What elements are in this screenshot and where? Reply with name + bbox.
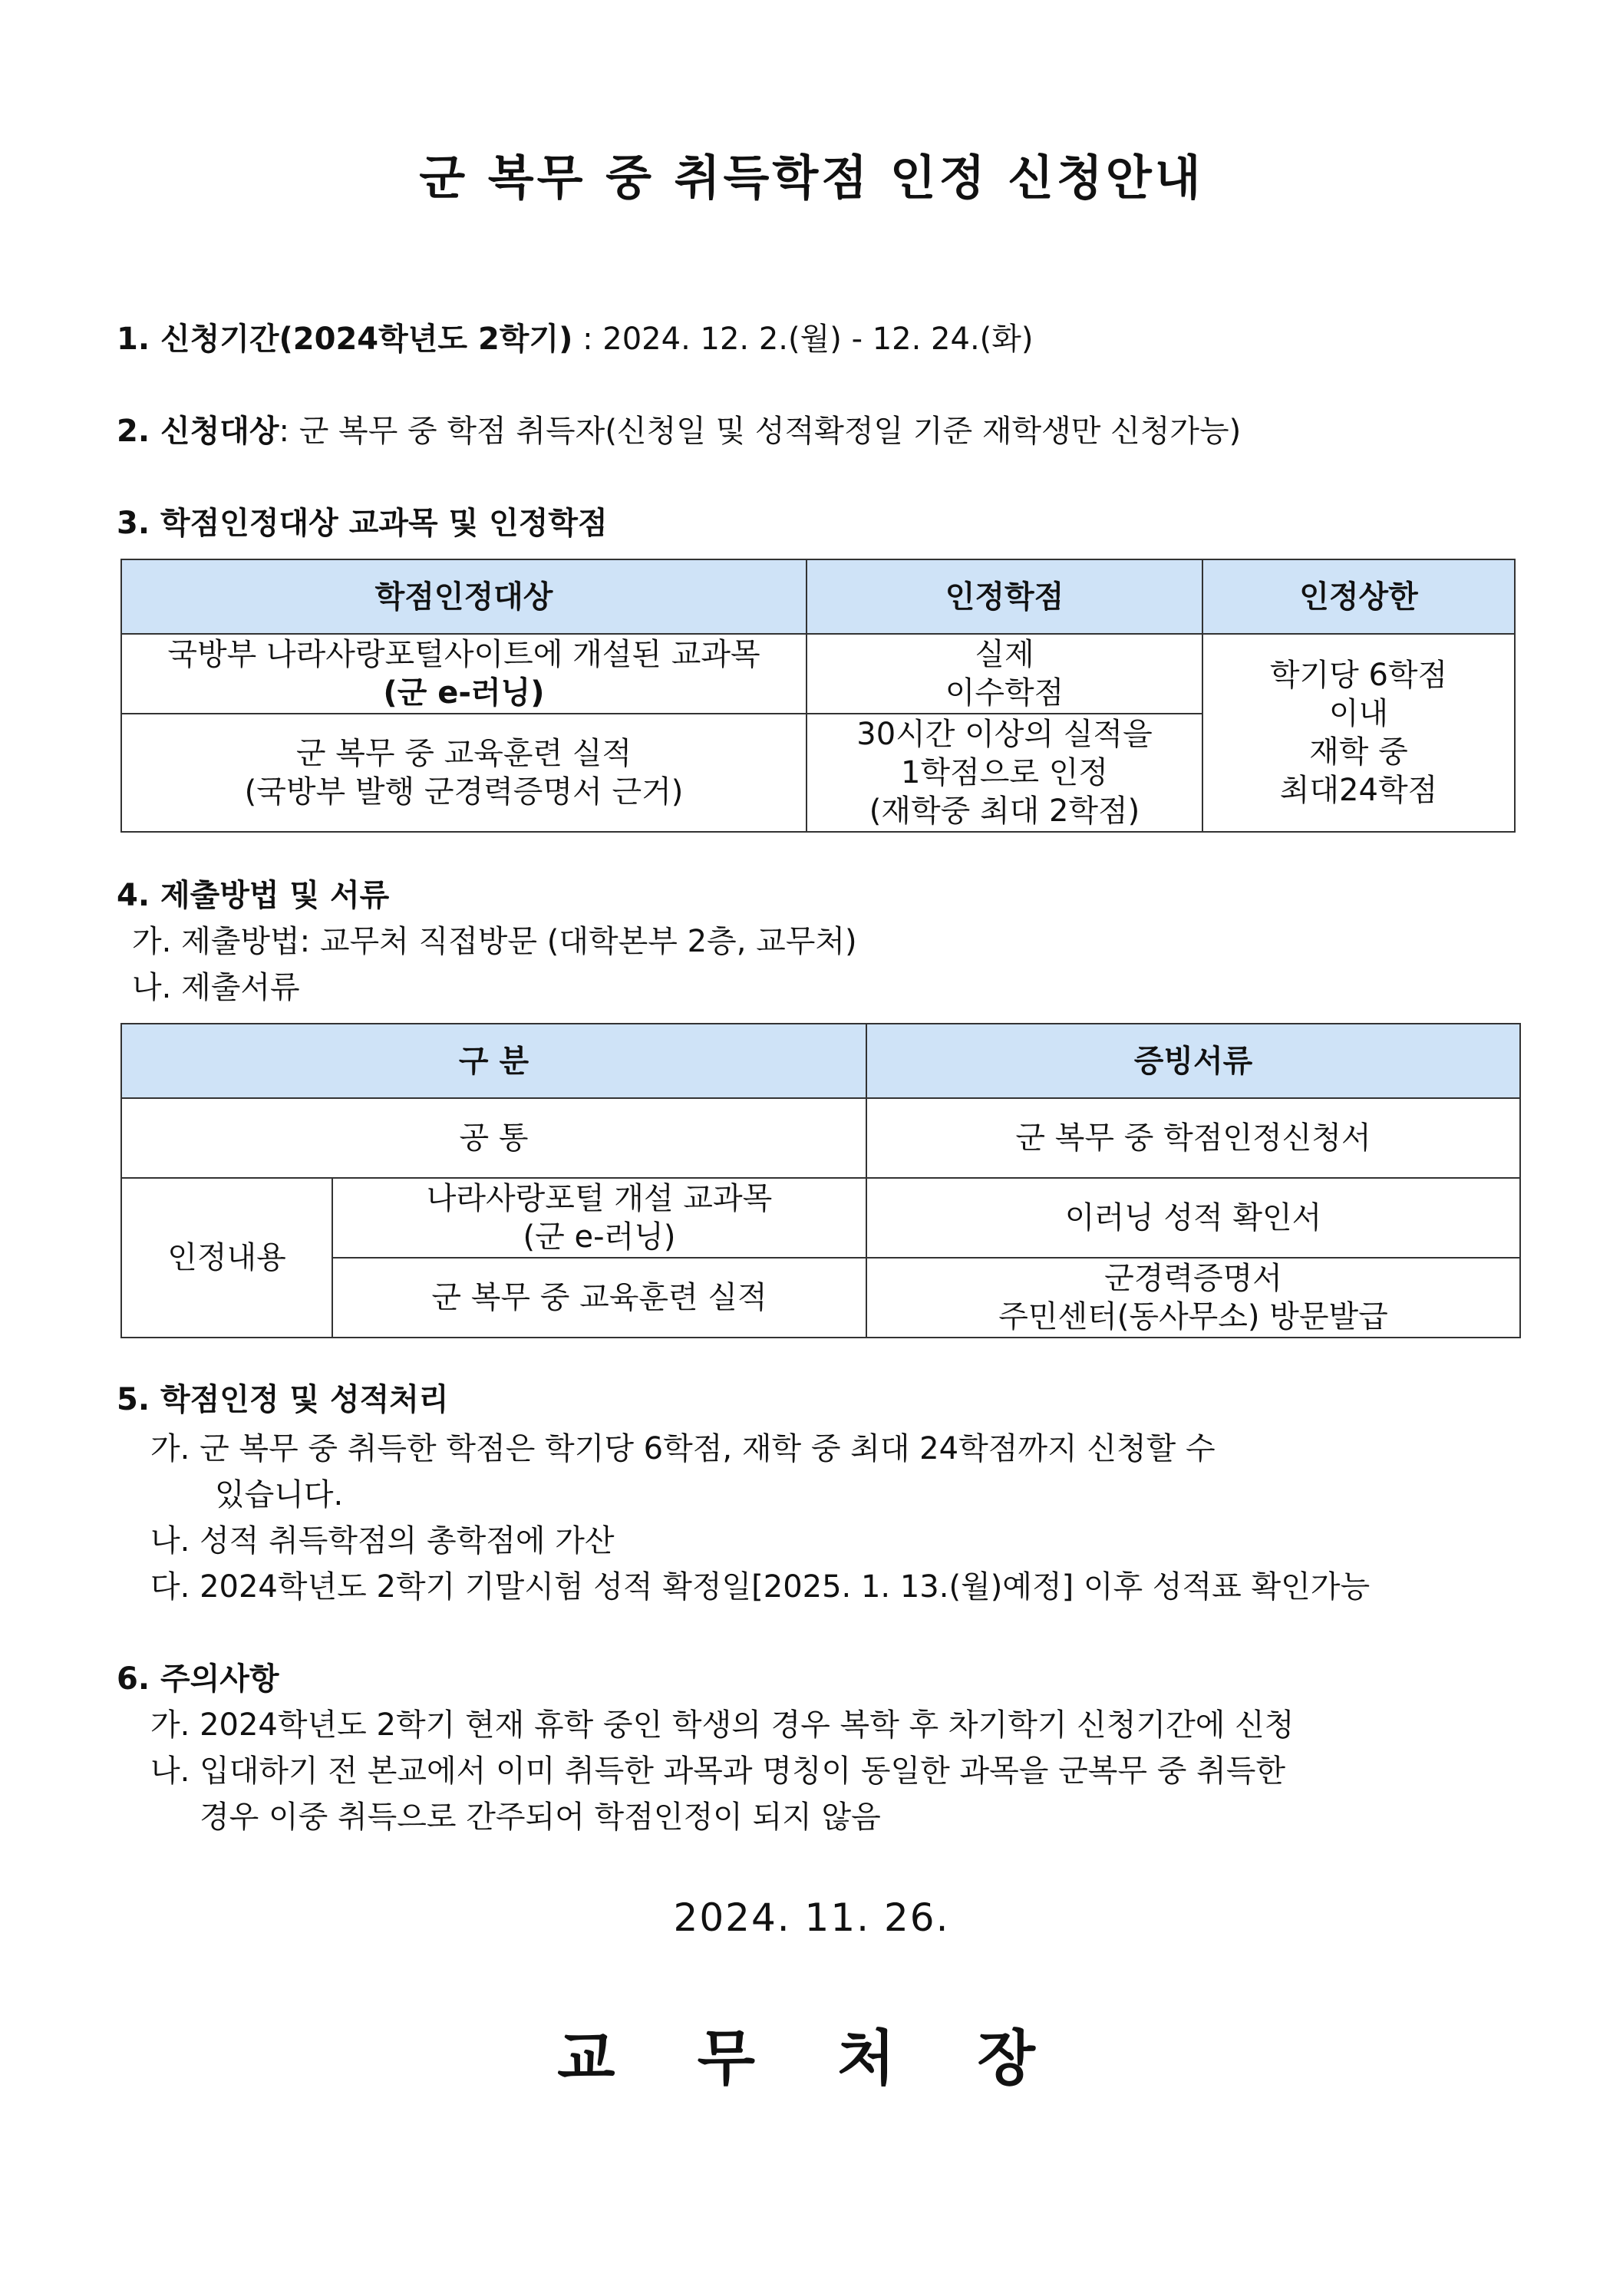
header-category: 구 분 bbox=[121, 1024, 866, 1098]
credit-cell-elearning: 실제 이수학점 bbox=[807, 634, 1202, 714]
section2-heading: 2. 신청대상 bbox=[117, 414, 279, 449]
target-cell-elearning: 국방부 나라사랑포털사이트에 개설된 교과목 (군 e-러닝) bbox=[121, 634, 807, 714]
section2-value: : 군 복무 중 학점 취득자(신청일 및 성적확정일 기준 재학생만 신청가능) bbox=[279, 414, 1242, 449]
section6-heading: 6. 주의사항 bbox=[117, 1661, 279, 1697]
section1-line bbox=[117, 321, 1034, 358]
credit-cell-training: 30시간 이상의 실적을 1학점으로 인정 (재학중 최대 2학점) bbox=[807, 714, 1202, 832]
section5-item-b: 나. 성적 취득학점의 총학점에 가산 bbox=[150, 1523, 615, 1559]
sub2-doc: 군경력증명서 주민센터(동사무소) 방문발급 bbox=[866, 1258, 1520, 1338]
group-label: 인정내용 bbox=[121, 1178, 332, 1338]
section1-value: : 2024. 12. 2.(월) - 12. 24.(화) bbox=[572, 322, 1034, 357]
table-row bbox=[121, 1098, 1520, 1178]
issue-date: 2024. 11. 26. bbox=[673, 1895, 950, 1940]
signer: 교 무 처 장 bbox=[557, 2024, 1066, 2093]
section1-heading: 1. 신청기간(2024학년도 2학기) bbox=[117, 322, 573, 357]
section5-item-a1: 가. 군 복무 중 취득한 학점은 학기당 6학점, 재학 중 최대 24학점까지 신청할 수 bbox=[150, 1431, 1216, 1466]
section4-item-a: 가. 제출방법: 교무처 직접방문 (대학본부 2층, 교무처) bbox=[132, 924, 857, 959]
documents-table bbox=[120, 1023, 1521, 1338]
common-label: 공 통 bbox=[121, 1098, 866, 1178]
table-row bbox=[121, 634, 1515, 714]
section3-heading: 3. 학점인정대상 교과목 및 인정학점 bbox=[117, 506, 608, 541]
sub1-doc: 이러닝 성적 확인서 bbox=[866, 1178, 1520, 1258]
table-row bbox=[121, 1178, 1520, 1258]
sub1-label: 나라사랑포털 개설 교과목 (군 e-러닝) bbox=[332, 1178, 866, 1258]
section6-item-b1: 나. 입대하기 전 본교에서 이미 취득한 과목과 명칭이 동일한 과목을 군복무 중 취득한 bbox=[150, 1753, 1286, 1789]
section6-item-a: 가. 2024학년도 2학기 현재 휴학 중인 학생의 경우 복학 후 차기학기 신청기간에 신청 bbox=[150, 1707, 1295, 1743]
section4-heading: 4. 제출방법 및 서류 bbox=[117, 878, 390, 913]
header-limit: 인정상한 bbox=[1202, 559, 1515, 634]
table-header-row bbox=[121, 559, 1515, 634]
section5-item-a2: 있습니다. bbox=[215, 1477, 344, 1513]
section5-item-c: 다. 2024학년도 2학기 기말시험 성적 확정일[2025. 1. 13.(월)예정] 이후 성적표 확인가능 bbox=[150, 1569, 1371, 1605]
section2-line bbox=[117, 413, 1241, 450]
target-cell-training: 군 복무 중 교육훈련 실적 (국방부 발행 군경력증명서 근거) bbox=[121, 714, 807, 832]
document-title: 군 복무 중 취득학점 인정 신청안내 bbox=[419, 150, 1204, 206]
section6-item-b2: 경우 이중 취득으로 간주되어 학점인정이 되지 않음 bbox=[200, 1800, 881, 1835]
header-credit: 인정학점 bbox=[807, 559, 1202, 634]
section5-heading: 5. 학점인정 및 성적처리 bbox=[117, 1382, 449, 1417]
credit-target-table bbox=[120, 559, 1516, 833]
table-header-row bbox=[121, 1024, 1520, 1098]
common-doc: 군 복무 중 학점인정신청서 bbox=[866, 1098, 1520, 1178]
header-target: 학점인정대상 bbox=[121, 559, 807, 634]
sub2-label: 군 복무 중 교육훈련 실적 bbox=[332, 1258, 866, 1338]
section4-item-b: 나. 제출서류 bbox=[132, 970, 300, 1005]
header-documents: 증빙서류 bbox=[866, 1024, 1520, 1098]
limit-cell: 학기당 6학점 이내 재학 중 최대24학점 bbox=[1202, 634, 1515, 832]
